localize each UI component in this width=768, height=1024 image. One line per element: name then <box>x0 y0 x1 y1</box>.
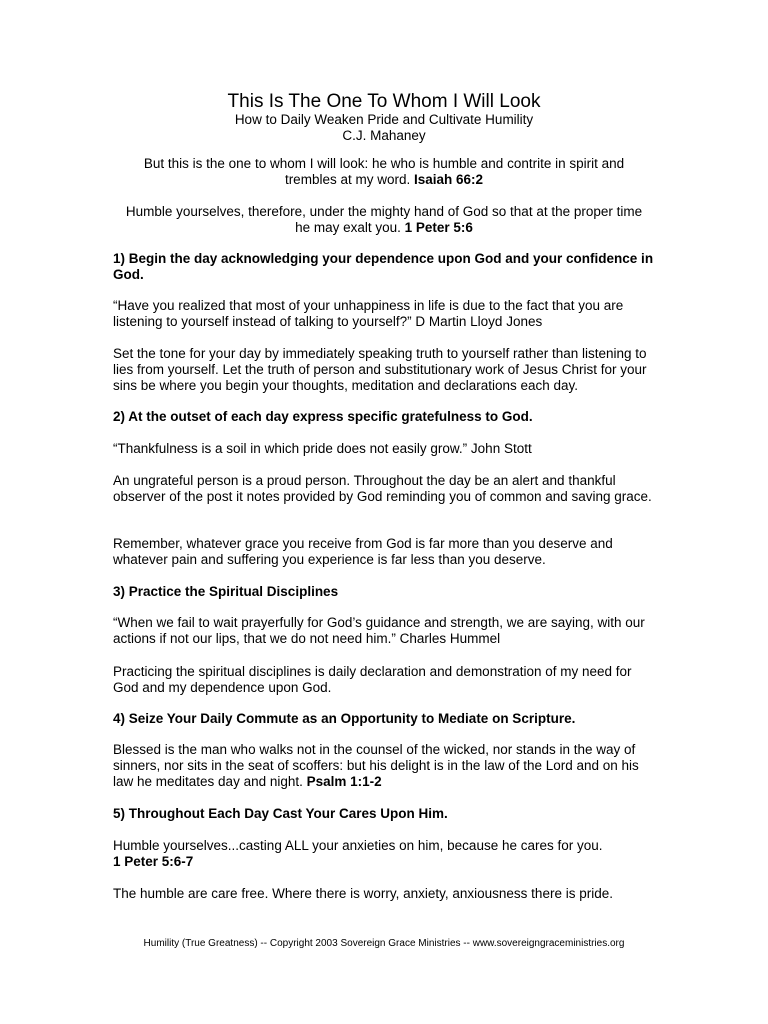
opening-verse-peter <box>120 204 648 236</box>
section-2-body-2: Remember, whatever grace you receive from God is far more than you deserve and whatever pain and suffering you experience is far less than you deserve. <box>113 536 613 567</box>
verse-reference: Isaiah 66:2 <box>414 172 484 187</box>
verse-text: But this is the one to whom I will look: he who is humble and contrite in spirit and trembles at my word. <box>143 156 625 187</box>
opening-verse-isaiah <box>120 156 648 188</box>
section-3-heading: 3) Practice the Spiritual Disciplines <box>113 584 339 599</box>
page-footer: Humility (True Greatness) -- Copyright 2003 Sovereign Grace Ministries -- www.sovereigngraceministries.org <box>143 938 625 949</box>
document-author: C.J. Mahaney <box>342 128 426 143</box>
section-4-reference: Psalm 1:1-2 <box>306 774 382 789</box>
section-2-heading: 2) At the outset of each day express specific gratefulness to God. <box>113 409 533 424</box>
section-5-reference: 1 Peter 5:6-7 <box>113 854 194 869</box>
section-4-heading: 4) Seize Your Daily Commute as an Opportunity to Mediate on Scripture. <box>113 711 576 726</box>
section-4-text: Blessed is the man who walks not in the counsel of the wicked, nor stands in the way of sinners, nor sits in the seat of scoffers: but his delight is in the law of the Lord and on his law he meditates day and night. <box>113 742 639 789</box>
section-1-quote: “Have you realized that most of your unhappiness in life is due to the fact that you are listening to yourself instead of talking to yourself?” D Martin Lloyd Jones <box>113 298 624 329</box>
section-1-heading: 1) Begin the day acknowledging your dependence upon God and your confidence in God. <box>113 251 654 282</box>
section-3-body: Practicing the spiritual disciplines is daily declaration and demonstration of my need for God and my dependence upon God. <box>113 664 632 695</box>
section-4-body <box>113 742 658 790</box>
document-title: This Is The One To Whom I Will Look <box>227 91 541 112</box>
section-5-heading: 5) Throughout Each Day Cast Your Cares Upon Him. <box>113 806 448 821</box>
document-subtitle: How to Daily Weaken Pride and Cultivate Humility <box>234 112 534 127</box>
section-5-body-2: The humble are care free. Where there is worry, anxiety, anxiousness there is pride. <box>113 886 613 901</box>
section-2-body: An ungrateful person is a proud person. Throughout the day be an alert and thankful observer of the post it notes provided by God reminding you of common and saving grace. <box>113 473 652 504</box>
verse-reference: 1 Peter 5:6 <box>404 220 473 235</box>
section-1-body: Set the tone for your day by immediately speaking truth to yourself rather than listening to lies from yourself. Let the truth of person and substitutionary work of Jesus Christ for your sins be where you begin your thoughts, meditation and declarations each day. <box>113 346 647 393</box>
section-5-text: Humble yourselves...casting ALL your anxieties on him, because he cares for you. <box>113 838 603 853</box>
section-2-quote: “Thankfulness is a soil in which pride does not easily grow.” John Stott <box>113 441 532 456</box>
section-5-body <box>113 838 658 870</box>
section-3-quote: “When we fail to wait prayerfully for God’s guidance and strength, we are saying, with our actions if not our lips, that we do not need him.” Charles Hummel <box>113 615 645 646</box>
verse-text: Humble yourselves, therefore, under the mighty hand of God so that at the proper time he may exalt you. <box>125 204 643 235</box>
